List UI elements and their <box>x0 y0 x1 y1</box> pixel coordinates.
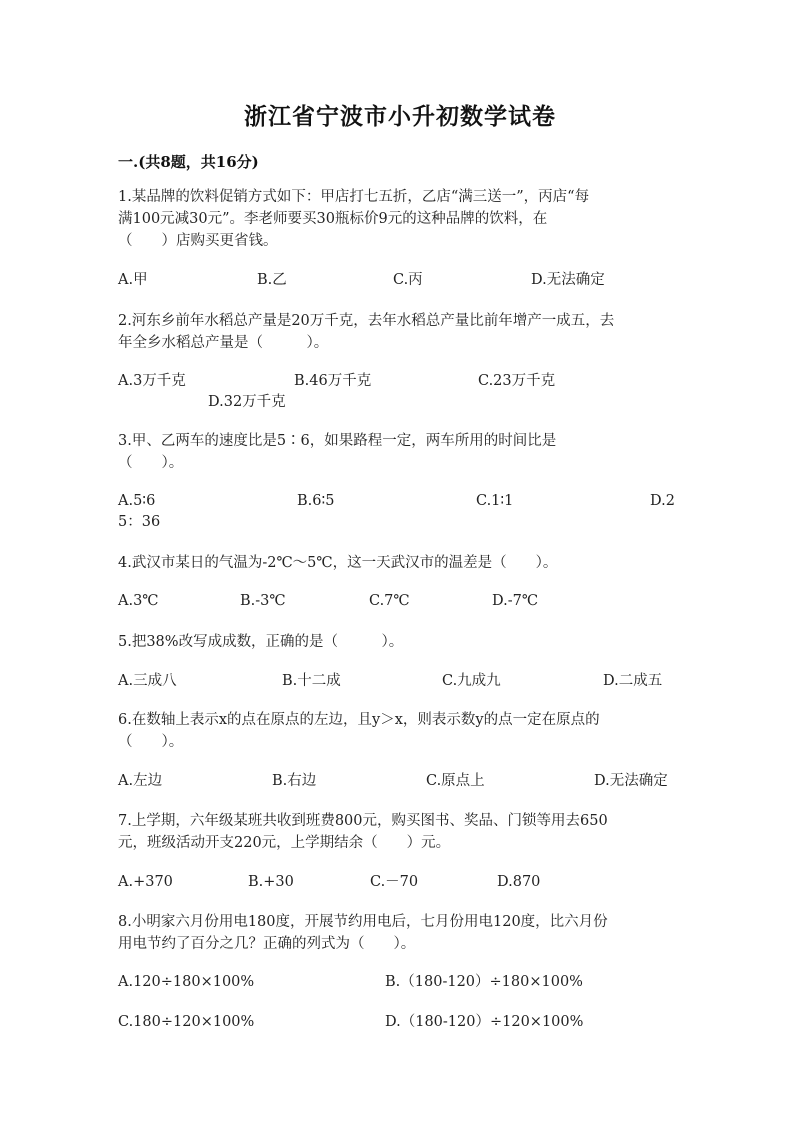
option-a[interactable]: A.三成八 <box>118 673 177 689</box>
option-b[interactable]: B.乙 <box>257 272 287 288</box>
question-line: （ ）店购买更省钱。 <box>118 233 278 249</box>
option-b[interactable]: B.6∶5 <box>297 493 335 509</box>
option-a[interactable]: A.+370 <box>118 874 173 890</box>
option-c[interactable]: C.－70 <box>370 874 419 890</box>
option-a[interactable]: A.5∶6 <box>118 493 156 509</box>
question-line: 7.上学期，六年级某班共收到班费800元，购买图书、奖品、门锁等用去650 <box>118 813 608 829</box>
question-8 <box>118 911 684 955</box>
question-3 <box>118 430 684 474</box>
question-5 <box>118 631 684 653</box>
question-line: 1.某品牌的饮料促销方式如下：甲店打七五折，乙店“满三送一”，丙店“每 <box>118 189 590 205</box>
option-a[interactable]: A.120÷180×100% <box>118 974 255 990</box>
option-b[interactable]: B.（180-120）÷180×100% <box>385 974 583 990</box>
question-line: 满100元减30元”。李老师要买30瓶标价9元的这种品牌的饮料，在 <box>118 211 548 227</box>
question-6 <box>118 709 684 753</box>
option-c[interactable]: C.180÷120×100% <box>118 1014 255 1030</box>
question-line: 用电节约了百分之几？正确的列式为（ ）。 <box>118 936 416 952</box>
section-heading: 一.(共8题，共16分) <box>118 153 259 171</box>
option-d-continued: 5：36 <box>118 514 161 530</box>
question-line: 2.河东乡前年水稻总产量是20万千克，去年水稻总产量比前年增产一成五，去 <box>118 313 615 329</box>
option-d[interactable]: D.无法确定 <box>594 773 668 789</box>
option-a[interactable]: A.甲 <box>118 272 148 288</box>
option-c[interactable]: C.1∶1 <box>476 493 514 509</box>
question-line: 元，班级活动开支220元，上学期结余（ ）元。 <box>118 835 451 851</box>
option-b[interactable]: B.右边 <box>272 773 317 789</box>
question-line: 年全乡水稻总产量是（ ）。 <box>118 335 329 351</box>
option-c[interactable]: C.原点上 <box>426 773 485 789</box>
option-d[interactable]: D.2 <box>650 493 675 509</box>
option-d[interactable]: D.二成五 <box>603 673 663 689</box>
option-d[interactable]: D.32万千克 <box>208 394 286 410</box>
option-c[interactable]: C.九成九 <box>442 673 501 689</box>
option-a[interactable]: A.3℃ <box>118 593 159 609</box>
option-b[interactable]: B.46万千克 <box>294 373 372 389</box>
option-b[interactable]: B.+30 <box>248 874 294 890</box>
question-line: 6.在数轴上表示x的点在原点的左边，且y＞x，则表示数y的点一定在原点的 <box>118 712 600 728</box>
option-c[interactable]: C.23万千克 <box>478 373 556 389</box>
option-d[interactable]: D.（180-120）÷120×100% <box>385 1014 584 1030</box>
question-line: （ ）。 <box>118 455 184 471</box>
question-line: 8.小明家六月份用电180度，开展节约用电后，七月份用电120度，比六月份 <box>118 914 608 930</box>
option-d[interactable]: D.870 <box>497 874 541 890</box>
option-d[interactable]: D.无法确定 <box>531 272 605 288</box>
option-b[interactable]: B.十二成 <box>282 673 341 689</box>
question-4 <box>118 552 684 574</box>
question-1 <box>118 186 684 252</box>
option-b[interactable]: B.-3℃ <box>240 593 286 609</box>
option-c[interactable]: C.7℃ <box>369 593 410 609</box>
exam-title: 浙江省宁波市小升初数学试卷 <box>244 103 556 130</box>
question-line: 4.武汉市某日的气温为-2℃～5℃，这一天武汉市的温差是（ ）。 <box>118 555 558 571</box>
question-7 <box>118 810 684 854</box>
question-line: 3.甲、乙两车的速度比是5∶6，如果路程一定，两车所用的时间比是 <box>118 433 557 449</box>
question-2 <box>118 310 684 354</box>
option-a[interactable]: A.左边 <box>118 773 163 789</box>
question-line: （ ）。 <box>118 734 184 750</box>
option-a[interactable]: A.3万千克 <box>118 373 186 389</box>
option-d[interactable]: D.-7℃ <box>492 593 539 609</box>
question-line: 5.把38%改写成成数，正确的是（ ）。 <box>118 634 404 650</box>
option-c[interactable]: C.丙 <box>393 272 423 288</box>
